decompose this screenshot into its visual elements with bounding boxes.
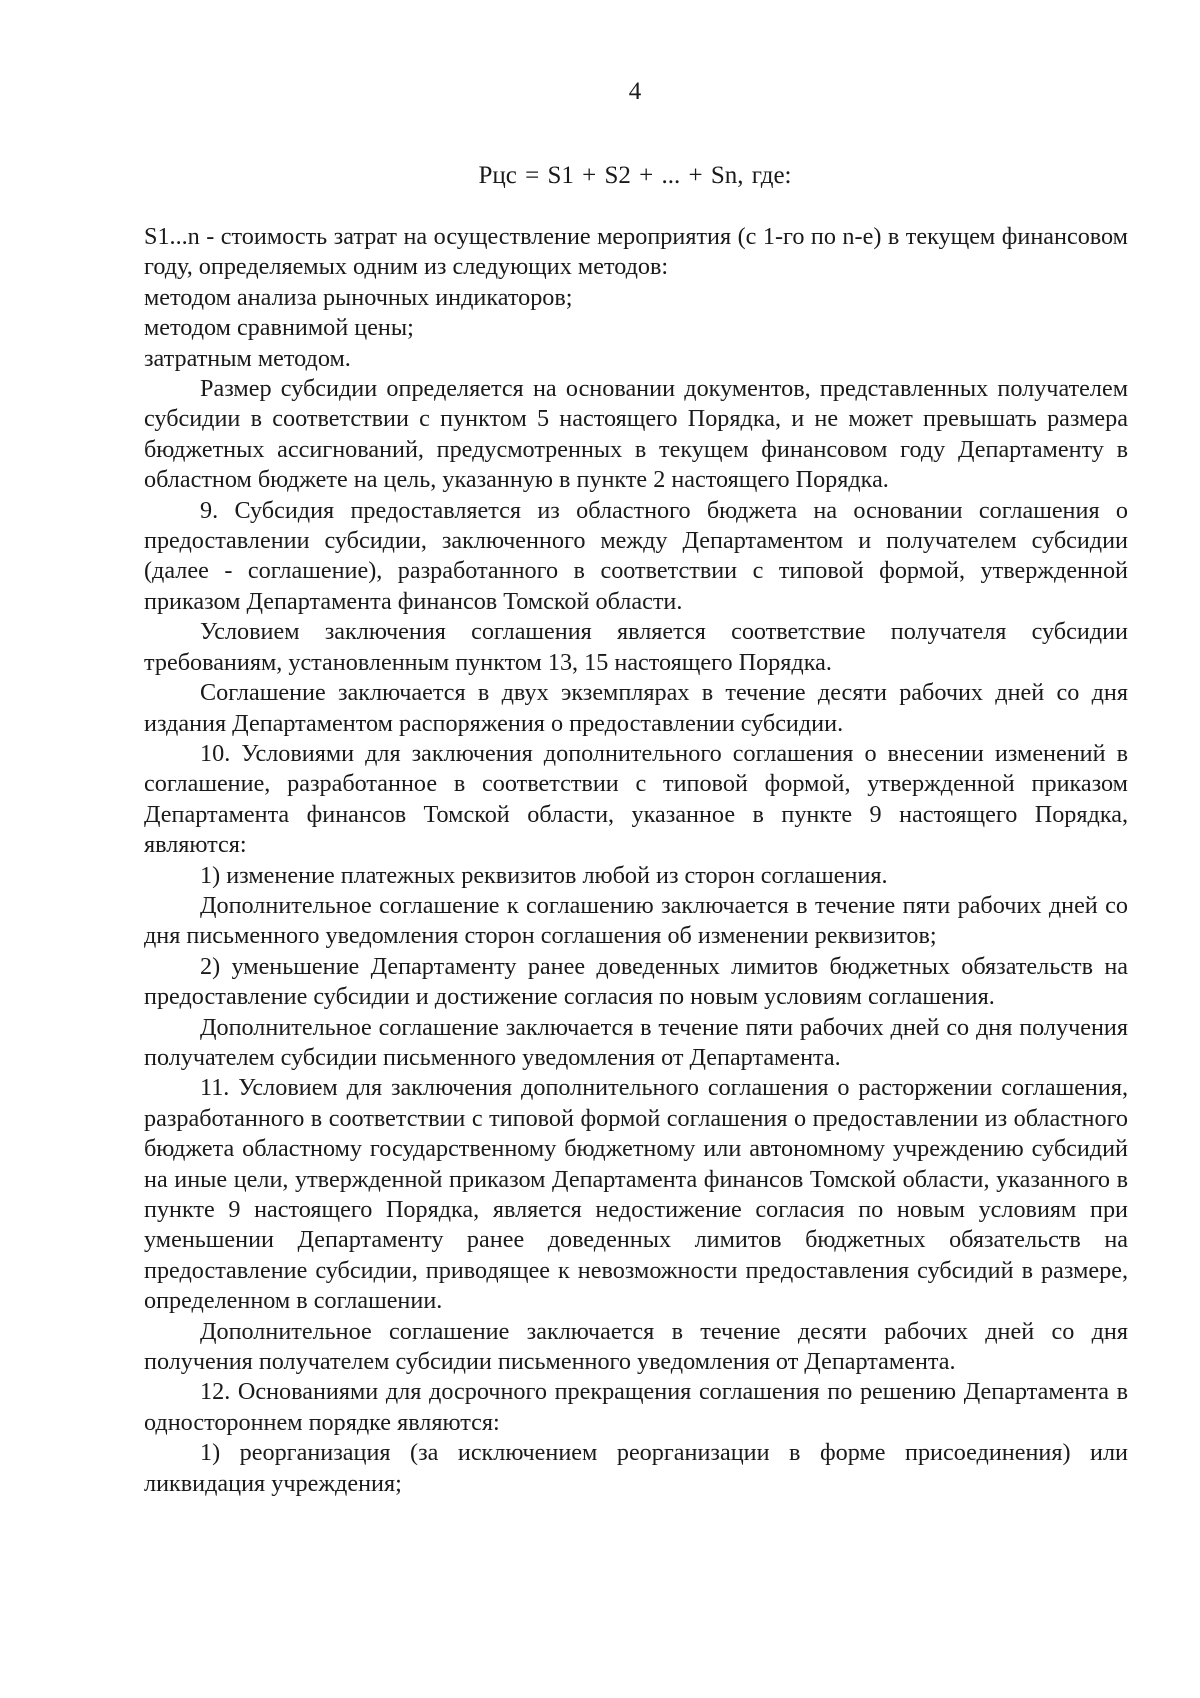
paragraph: 10. Условиями для заключения дополнительного соглашения о внесении изменений в соглашение, разработанное в соответствии с типовой формой, утвержденной приказом Департамента финансов Томской области, указанное в пункте 9 настоящего Порядка, являются:	[144, 739, 1128, 859]
paragraph: 1) реорганизация (за исключением реорганизации в форме присоединения) или ликвидация учреждения;	[144, 1439, 1128, 1497]
paragraph: затратным методом.	[144, 344, 351, 372]
document-body	[144, 222, 1128, 1499]
paragraph: Дополнительное соглашение к соглашению заключается в течение пяти рабочих дней со дня письменного уведомления сторон соглашения об изменении реквизитов;	[144, 891, 1128, 950]
paragraph: методом сравнимой цены;	[144, 314, 414, 342]
paragraph: Дополнительное соглашение заключается в течение десяти рабочих дней со дня получения получателем субсидии письменного уведомления от Департамента.	[144, 1317, 1128, 1376]
paragraph: Дополнительное соглашение заключается в течение пяти рабочих дней со дня получения получателем субсидии письменного уведомления от Департамента.	[144, 1013, 1128, 1071]
paragraph: S1...n - стоимость затрат на осуществление мероприятия (с 1-го по n-е) в текущем финансовом году, определяемых одним из следующих методов:	[144, 223, 1128, 281]
paragraph: 11. Условием для заключения дополнительного соглашения о расторжении соглашения, разработанного в соответствии с типовой формой соглашения о предоставлении из областного бюджета областному государственному бюджетному или автономному учреждению субсидий на иные цели, утвержденной приказом Департамента финансов Томской области, указанного в пункте 9 настоящего Порядка, является недостижение согласия по новым условиям при уменьшении Департаменту ранее доведенных лимитов бюджетных обязательств на предоставление субсидии, приводящее к невозможности предоставления субсидий в размере, определенном в соглашении.	[144, 1074, 1128, 1315]
formula: Рцс = S1 + S2 + ... + Sn, где:	[478, 162, 792, 189]
paragraph: 9. Субсидия предоставляется из областного бюджета на основании соглашения о предоставлении субсидии, заключенного между Департаментом и получателем субсидии (далее - соглашение), разработанного в соответствии с типовой формой, утвержденной приказом Департамента финансов Томской области.	[144, 496, 1128, 615]
paragraph: методом анализа рыночных индикаторов;	[144, 283, 573, 311]
page-number: 4	[628, 78, 642, 105]
paragraph: Размер субсидии определяется на основании документов, представленных получателем субсидии в соответствии с пунктом 5 настоящего Порядка, и не может превышать размера бюджетных ассигнований, предусмотренных в текущем финансовом году Департаменту в областном бюджете на цель, указанную в пункте 2 настоящего Порядка.	[144, 375, 1128, 494]
paragraph: 2) уменьшение Департаменту ранее доведенных лимитов бюджетных обязательств на предоставление субсидии и достижение согласия по новым условиям соглашения.	[144, 952, 1128, 1011]
paragraph: 1) изменение платежных реквизитов любой из сторон соглашения.	[200, 861, 888, 889]
paragraph: 12. Основаниями для досрочного прекращения соглашения по решению Департамента в одностороннем порядке являются:	[144, 1378, 1128, 1436]
paragraph: Условием заключения соглашения является соответствие получателя субсидии требованиям, установленным пунктом 13, 15 настоящего Порядка.	[144, 618, 1128, 676]
paragraph: Соглашение заключается в двух экземплярах в течение десяти рабочих дней со дня издания Департаментом распоряжения о предоставлении субсидии.	[144, 679, 1128, 737]
